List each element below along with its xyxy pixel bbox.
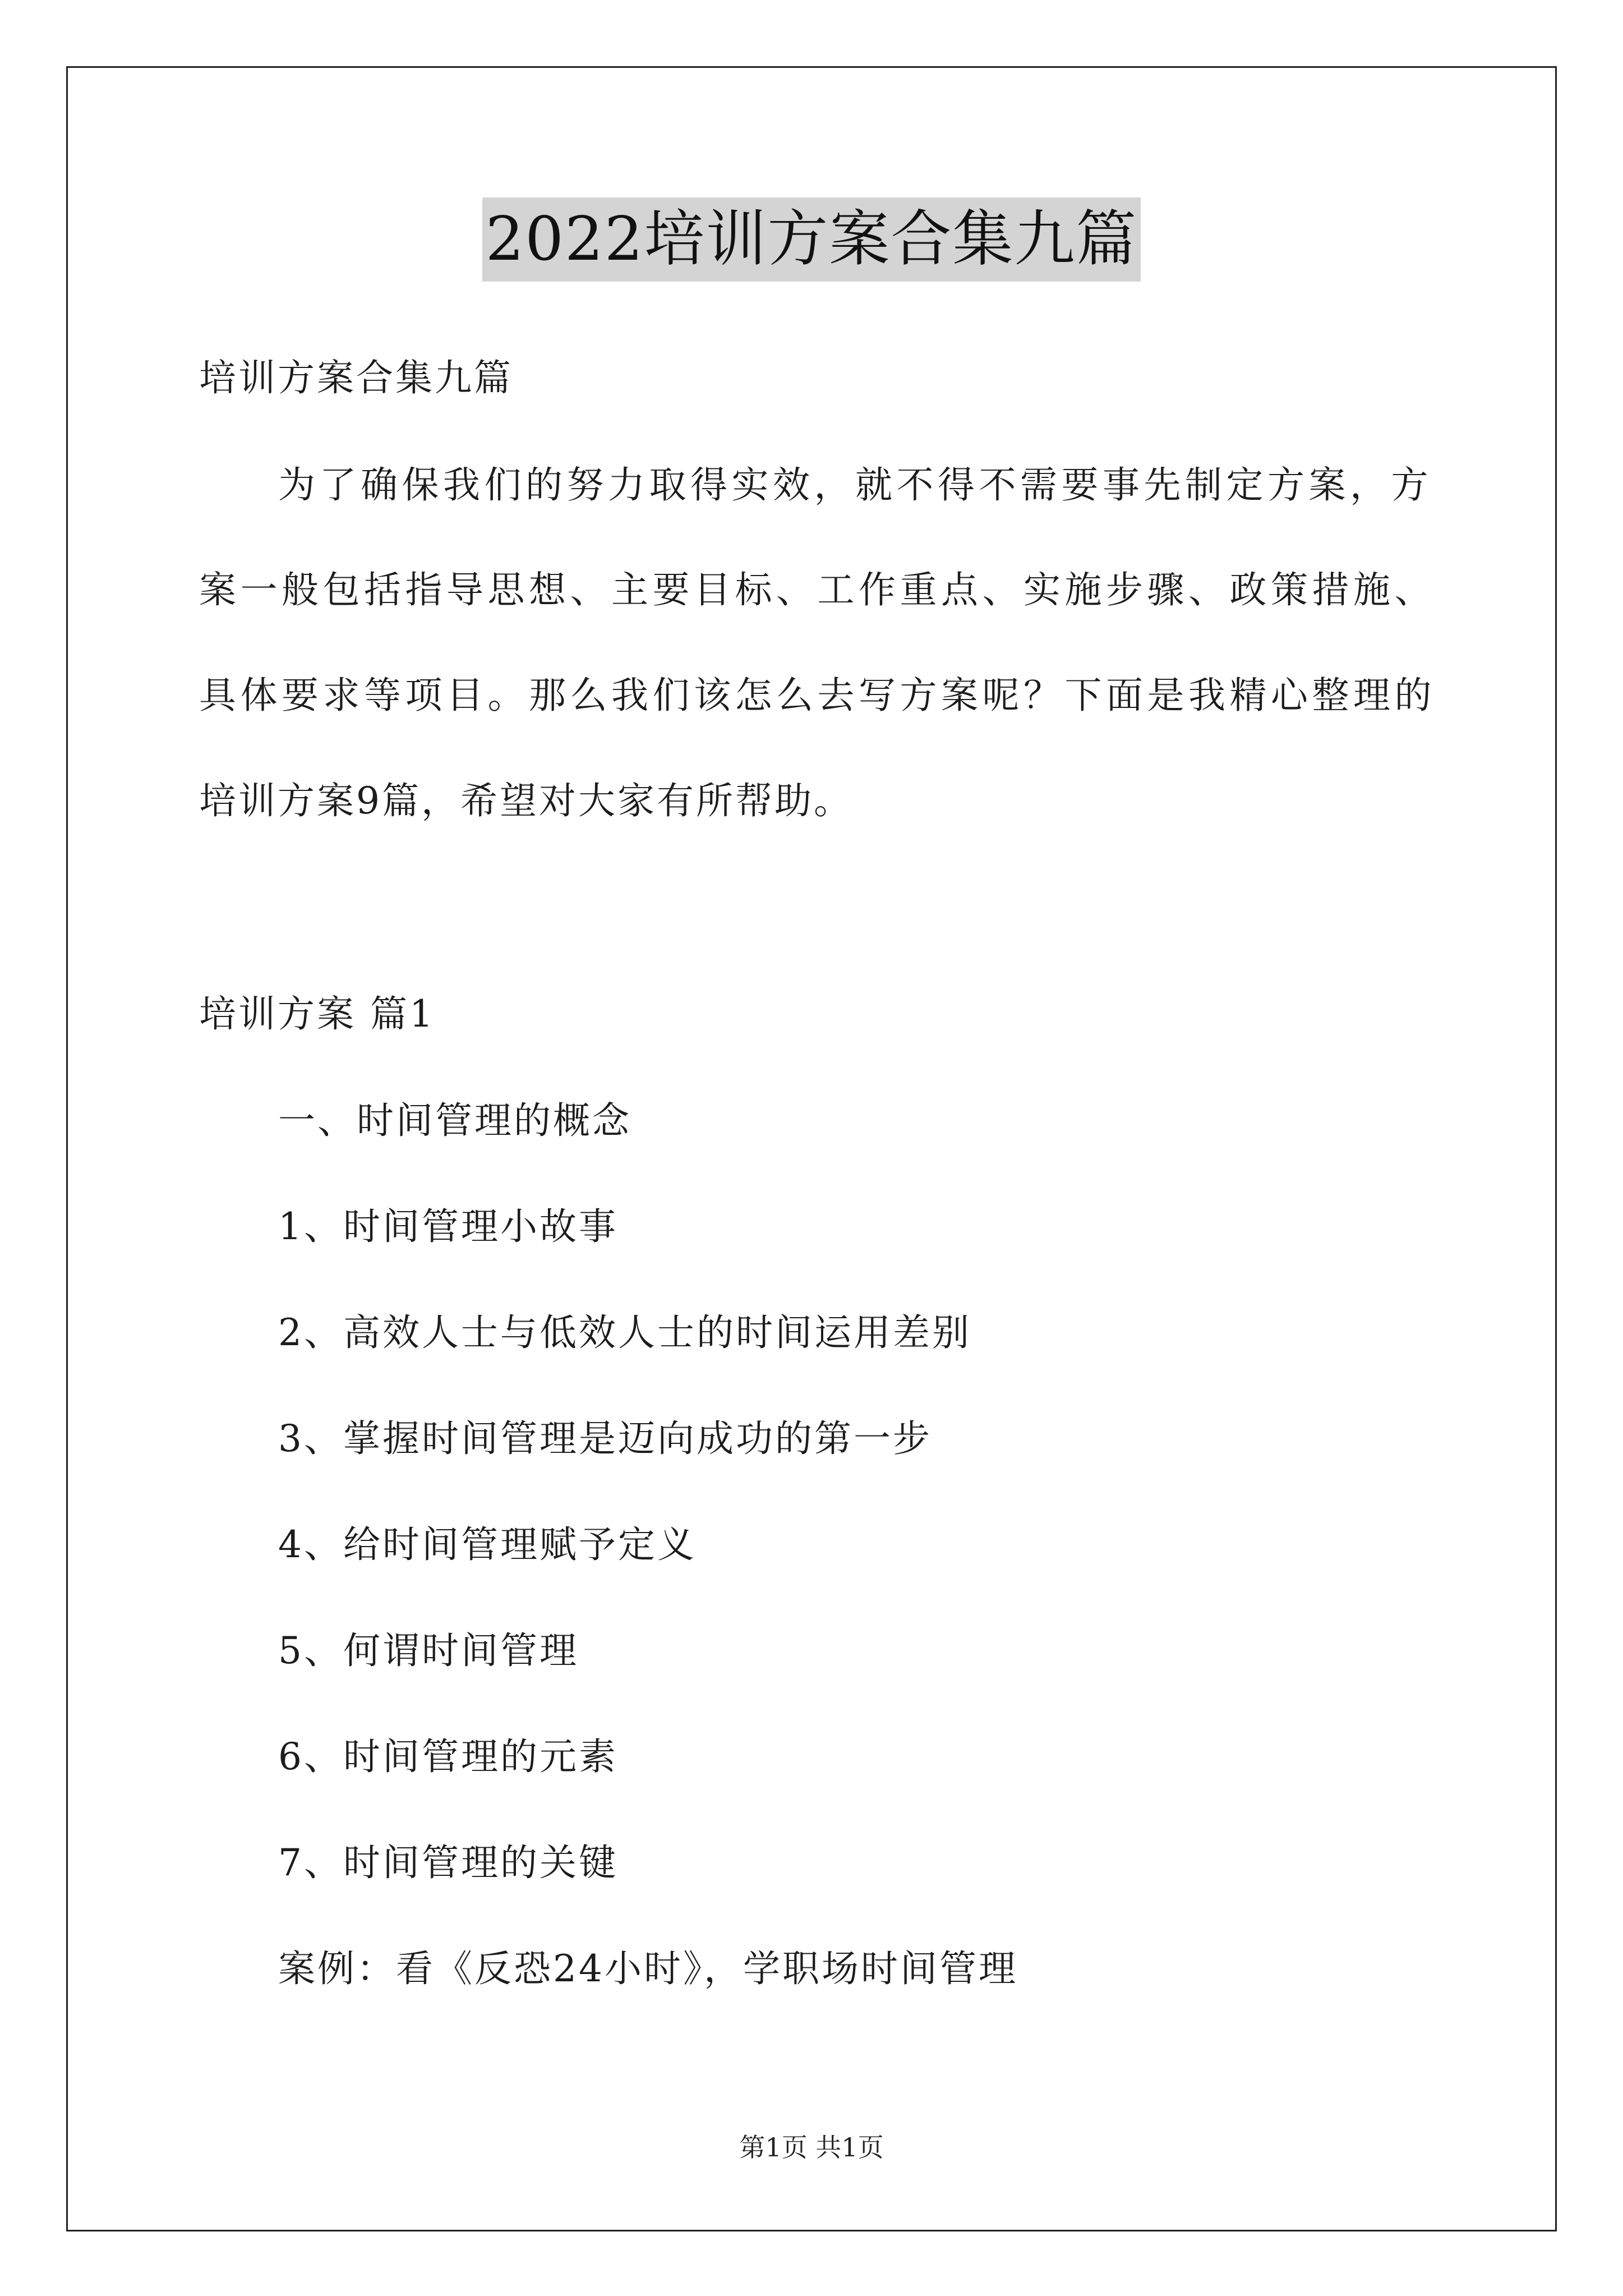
outline-item-5: 5、何谓时间管理 (278, 1629, 579, 1672)
outline-item-6: 6、时间管理的元素 (278, 1735, 618, 1778)
outline-heading: 一、时间管理的概念 (278, 1099, 631, 1142)
intro-line-1: 为了确保我们的努力取得实效，就不得不需要事先制定方案，方 (278, 463, 1432, 507)
document-subtitle: 培训方案合集九篇 (199, 356, 513, 399)
intro-line-2: 案一般包括指导思想、主要目标、工作重点、实施步骤、政策措施、 (199, 568, 1436, 611)
outline-item-2: 2、高效人士与低效人士的时间运用差别 (278, 1311, 971, 1354)
document-title: 2022培训方案合集九篇 (482, 197, 1141, 282)
case-line: 案例：看《反恐24小时》，学职场时间管理 (278, 1947, 1018, 1990)
title-container (0, 197, 1623, 282)
outline-item-7: 7、时间管理的关键 (278, 1841, 618, 1884)
outline-item-4: 4、给时间管理赋予定义 (278, 1523, 697, 1566)
section-heading: 培训方案 篇1 (199, 992, 435, 1036)
intro-line-3: 具体要求等项目。那么我们该怎么去写方案呢？下面是我精心整理的 (199, 674, 1436, 717)
outline-item-1: 1、时间管理小故事 (278, 1205, 618, 1248)
outline-item-3: 3、掌握时间管理是迈向成功的第一步 (278, 1417, 932, 1460)
page-footer: 第1页 共1页 (739, 2132, 884, 2162)
intro-line-4: 培训方案9篇，希望对大家有所帮助。 (199, 779, 853, 822)
